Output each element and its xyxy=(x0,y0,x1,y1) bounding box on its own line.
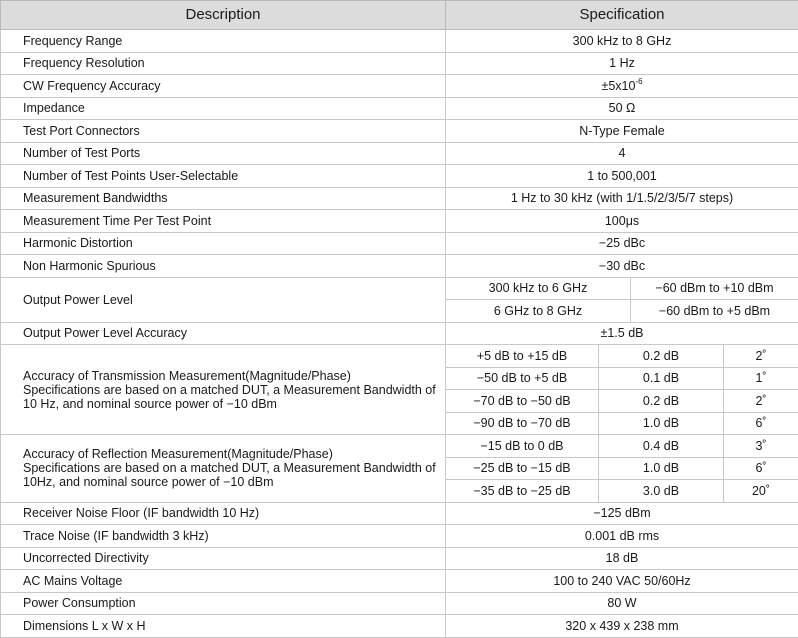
rx-magnitude: 3.0 dB xyxy=(599,480,724,503)
row-spec: −25 dBc xyxy=(446,232,798,255)
table-row xyxy=(1,52,798,75)
table-row xyxy=(1,30,798,53)
table-row xyxy=(1,502,798,525)
row-desc: Impedance xyxy=(1,97,446,120)
row-desc: AC Mains Voltage xyxy=(1,570,446,593)
table-row xyxy=(1,165,798,188)
table-row xyxy=(1,345,798,368)
transmission-desc: Accuracy of Transmission Measurement(Magnitude/Phase) Specifications are based on a matched DUT, a Measurement Bandwidth of 10 Hz, and nominal source power of −10 dBm xyxy=(1,345,446,435)
row-spec: 320 x 439 x 238 mm xyxy=(446,615,798,638)
power-range: 6 GHz to 8 GHz xyxy=(446,300,631,323)
table-row xyxy=(1,232,798,255)
table-row xyxy=(1,570,798,593)
table-row xyxy=(1,277,798,300)
tx-range: −90 dB to −70 dB xyxy=(446,412,599,435)
row-spec: 1 to 500,001 xyxy=(446,165,798,188)
row-spec: −30 dBc xyxy=(446,255,798,278)
table-row xyxy=(1,120,798,143)
row-desc: Test Port Connectors xyxy=(1,120,446,143)
table-row xyxy=(1,75,798,98)
tx-magnitude: 1.0 dB xyxy=(599,412,724,435)
row-spec: ±1.5 dB xyxy=(446,322,798,345)
spec-base: ±5x10 xyxy=(601,79,635,93)
rx-phase: 3˚ xyxy=(724,435,798,458)
row-spec xyxy=(446,75,798,98)
row-spec: 18 dB xyxy=(446,547,798,570)
rx-phase: 6˚ xyxy=(724,457,798,480)
reflection-desc: Accuracy of Reflection Measurement(Magnitude/Phase) Specifications are based on a matched DUT, a Measurement Bandwidth of 10Hz, and nominal source power of −10 dBm xyxy=(1,435,446,503)
tx-range: +5 dB to +15 dB xyxy=(446,345,599,368)
tx-phase: 2˚ xyxy=(724,390,798,413)
rx-magnitude: 0.4 dB xyxy=(599,435,724,458)
header-row xyxy=(1,1,798,30)
power-value: −60 dBm to +5 dBm xyxy=(631,300,798,323)
row-spec: 0.001 dB rms xyxy=(446,525,798,548)
table-row xyxy=(1,435,798,458)
header-description: Description xyxy=(1,1,446,30)
row-desc: Uncorrected Directivity xyxy=(1,547,446,570)
rx-phase: 20˚ xyxy=(724,480,798,503)
row-desc: Frequency Resolution xyxy=(1,52,446,75)
row-spec: 1 Hz to 30 kHz (with 1/1.5/2/3/5/7 steps) xyxy=(446,187,798,210)
tx-magnitude: 0.2 dB xyxy=(599,390,724,413)
row-desc: Number of Test Points User-Selectable xyxy=(1,165,446,188)
header-specification: Specification xyxy=(446,1,798,30)
table-row xyxy=(1,615,798,638)
tx-phase: 1˚ xyxy=(724,367,798,390)
row-desc: CW Frequency Accuracy xyxy=(1,75,446,98)
row-spec: −125 dBm xyxy=(446,502,798,525)
row-desc: Measurement Time Per Test Point xyxy=(1,210,446,233)
tx-range: −50 dB to +5 dB xyxy=(446,367,599,390)
table-row xyxy=(1,322,798,345)
row-desc: Frequency Range xyxy=(1,30,446,53)
row-spec: 4 xyxy=(446,142,798,165)
rx-range: −15 dB to 0 dB xyxy=(446,435,599,458)
table-row xyxy=(1,592,798,615)
table-row xyxy=(1,525,798,548)
row-desc: Power Consumption xyxy=(1,592,446,615)
rx-range: −35 dB to −25 dB xyxy=(446,480,599,503)
row-spec: 80 W xyxy=(446,592,798,615)
table-row xyxy=(1,210,798,233)
row-desc: Harmonic Distortion xyxy=(1,232,446,255)
row-desc: Receiver Noise Floor (IF bandwidth 10 Hz) xyxy=(1,502,446,525)
row-desc: Non Harmonic Spurious xyxy=(1,255,446,278)
row-spec: N-Type Female xyxy=(446,120,798,143)
power-value: −60 dBm to +10 dBm xyxy=(631,277,798,300)
row-desc: Output Power Level xyxy=(1,277,446,322)
row-desc: Output Power Level Accuracy xyxy=(1,322,446,345)
table-row xyxy=(1,142,798,165)
table-row xyxy=(1,187,798,210)
rx-magnitude: 1.0 dB xyxy=(599,457,724,480)
row-spec: 100 to 240 VAC 50/60Hz xyxy=(446,570,798,593)
row-spec: 50 Ω xyxy=(446,97,798,120)
tx-phase: 2˚ xyxy=(724,345,798,368)
table-row xyxy=(1,547,798,570)
row-spec: 100μs xyxy=(446,210,798,233)
row-desc: Measurement Bandwidths xyxy=(1,187,446,210)
power-range: 300 kHz to 6 GHz xyxy=(446,277,631,300)
tx-phase: 6˚ xyxy=(724,412,798,435)
tx-magnitude: 0.2 dB xyxy=(599,345,724,368)
tx-magnitude: 0.1 dB xyxy=(599,367,724,390)
rx-range: −25 dB to −15 dB xyxy=(446,457,599,480)
row-desc: Number of Test Ports xyxy=(1,142,446,165)
spec-exponent: -6 xyxy=(635,77,642,86)
row-desc: Dimensions L x W x H xyxy=(1,615,446,638)
table-row xyxy=(1,255,798,278)
row-spec: 300 kHz to 8 GHz xyxy=(446,30,798,53)
row-desc: Trace Noise (IF bandwidth 3 kHz) xyxy=(1,525,446,548)
tx-range: −70 dB to −50 dB xyxy=(446,390,599,413)
row-spec: 1 Hz xyxy=(446,52,798,75)
table-row xyxy=(1,97,798,120)
